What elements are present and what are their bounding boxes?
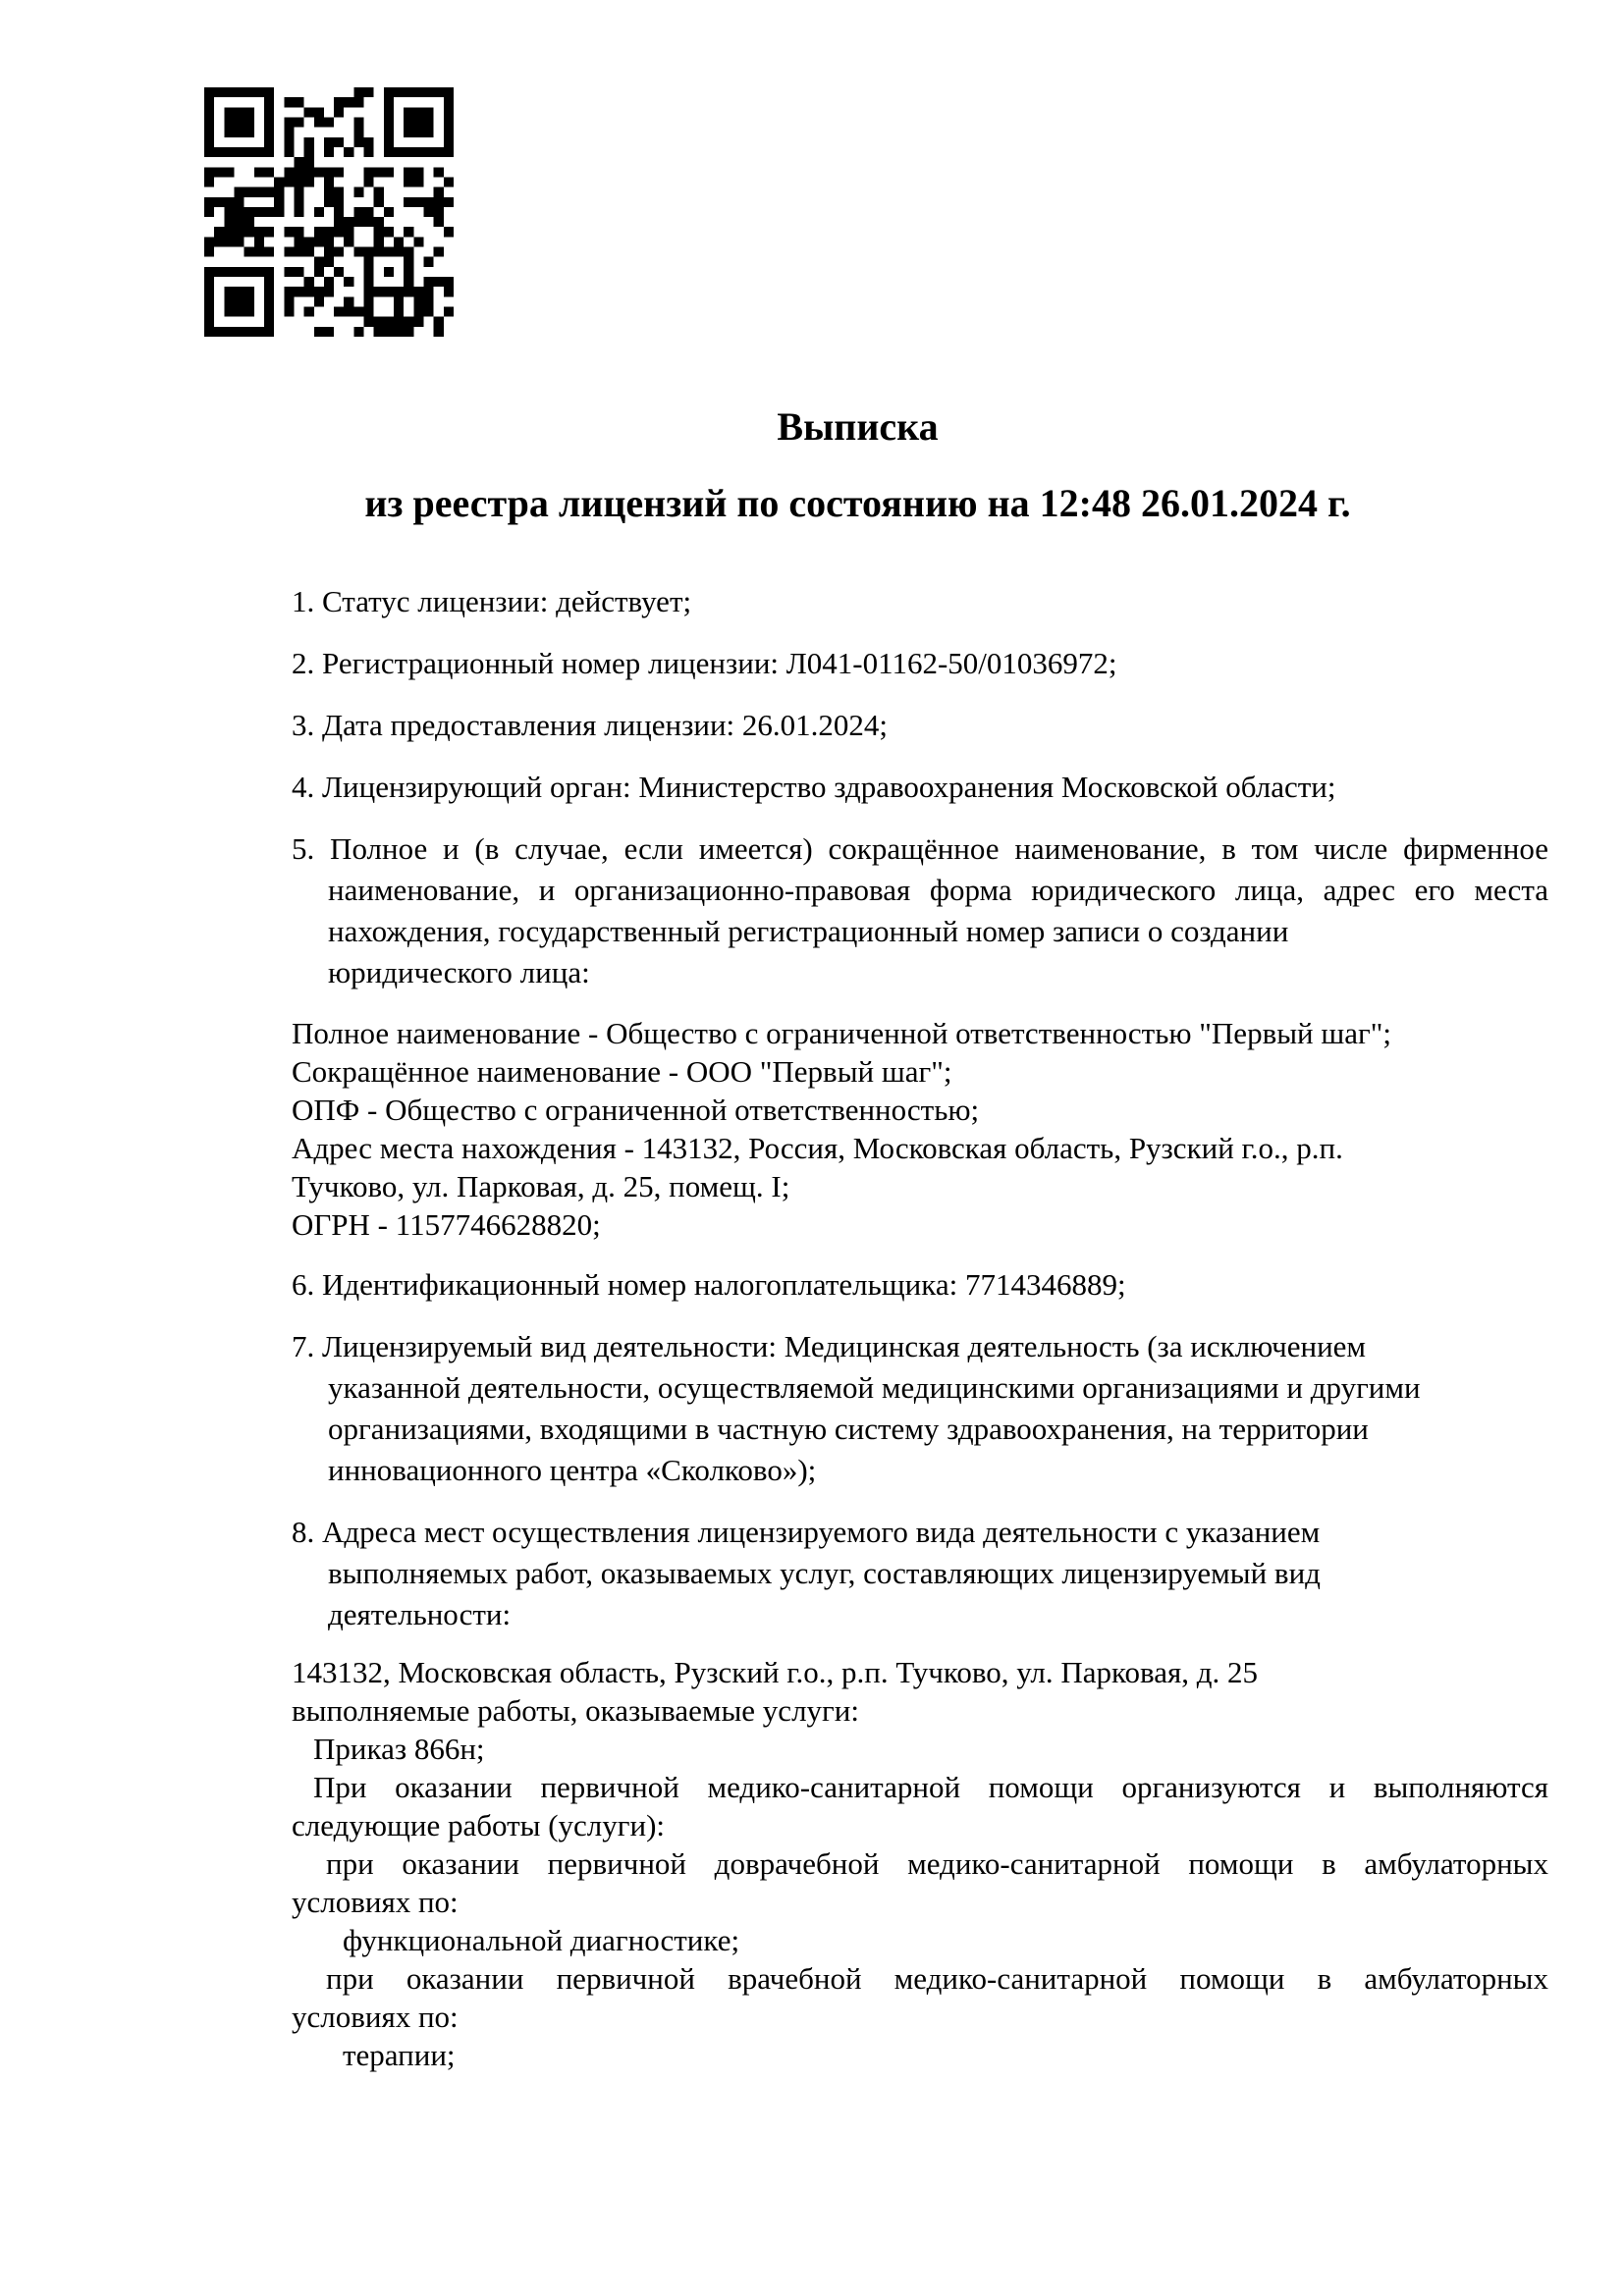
document-line: 8. Адреса мест осуществления лицензируемого вида деятельности с указанием [292, 1515, 1321, 1549]
document-line: 2. Регистрационный номер лицензии: Л041-01162-50/01036972; [292, 646, 1117, 680]
document-line: Адрес места нахождения - 143132, Россия, Московская область, Рузский г.о., р.п. [292, 1131, 1343, 1165]
document-line: 4. Лицензирующий орган: Министерство здравоохранения Московской области; [292, 770, 1336, 804]
document-line: деятельности: [328, 1597, 512, 1631]
document-line: условиях по: [292, 1885, 459, 1919]
document-line: организациями, входящими в частную систему здравоохранения, на территории [328, 1412, 1369, 1446]
document-line: ОГРН - 1157746628820; [292, 1207, 601, 1242]
document-line: при оказании первичной врачебной медико-санитарной помощи в амбулаторных [326, 1961, 1548, 1996]
document-line: выполняемые работы, оказываемые услуги: [292, 1693, 859, 1728]
document-line: терапии; [343, 2038, 456, 2072]
document-line: функциональной диагностике; [343, 1923, 740, 1957]
document-line: условиях по: [292, 2000, 459, 2034]
document-line: инновационного центра «Сколково»); [328, 1453, 817, 1487]
document-line: 143132, Московская область, Рузский г.о., р.п. Тучково, ул. Парковая, д. 25 [292, 1655, 1259, 1689]
document-line: указанной деятельности, осуществляемой медицинскими организациями и другими [328, 1370, 1421, 1405]
document-line: нахождения, государственный регистрационный номер записи о создании [328, 914, 1289, 948]
document-line: Приказ 866н; [313, 1732, 485, 1766]
document-line: 6. Идентификационный номер налогоплательщика: 7714346889; [292, 1267, 1126, 1302]
document-line: выполняемых работ, оказываемых услуг, составляющих лицензируемый вид [328, 1556, 1321, 1590]
document-line: 7. Лицензируемый вид деятельности: Медицинская деятельность (за исключением [292, 1329, 1367, 1363]
document-line: 1. Статус лицензии: действует; [292, 584, 692, 618]
document-line: Сокращённое наименование - ООО "Первый шаг"; [292, 1054, 952, 1089]
qr-code-icon [204, 87, 454, 337]
page-title: Выписка [777, 404, 939, 449]
document-line: наименование, и организационно-правовая форма юридического лица, адрес его места [328, 873, 1548, 907]
page-subtitle: из реестра лицензий по состоянию на 12:48 26.01.2024 г. [364, 481, 1351, 525]
document-line: ОПФ - Общество с ограниченной ответственностью; [292, 1093, 980, 1127]
document-line: 3. Дата предоставления лицензии: 26.01.2024; [292, 708, 889, 742]
document-line: Тучково, ул. Парковая, д. 25, помещ. I; [292, 1169, 790, 1203]
document-line: При оказании первичной медико-санитарной помощи организуются и выполняются [313, 1770, 1548, 1804]
document-line: 5. Полное и (в случае, если имеется) сокращённое наименование, в том числе фирменное [292, 831, 1548, 866]
document-line: следующие работы (услуги): [292, 1808, 666, 1842]
document-line: юридического лица: [328, 955, 590, 989]
document-line: Полное наименование - Общество с ограниченной ответственностью "Первый шаг"; [292, 1016, 1391, 1050]
document-body [292, 581, 1548, 2074]
document-line: при оказании первичной доврачебной медико-санитарной помощи в амбулаторных [326, 1846, 1548, 1881]
